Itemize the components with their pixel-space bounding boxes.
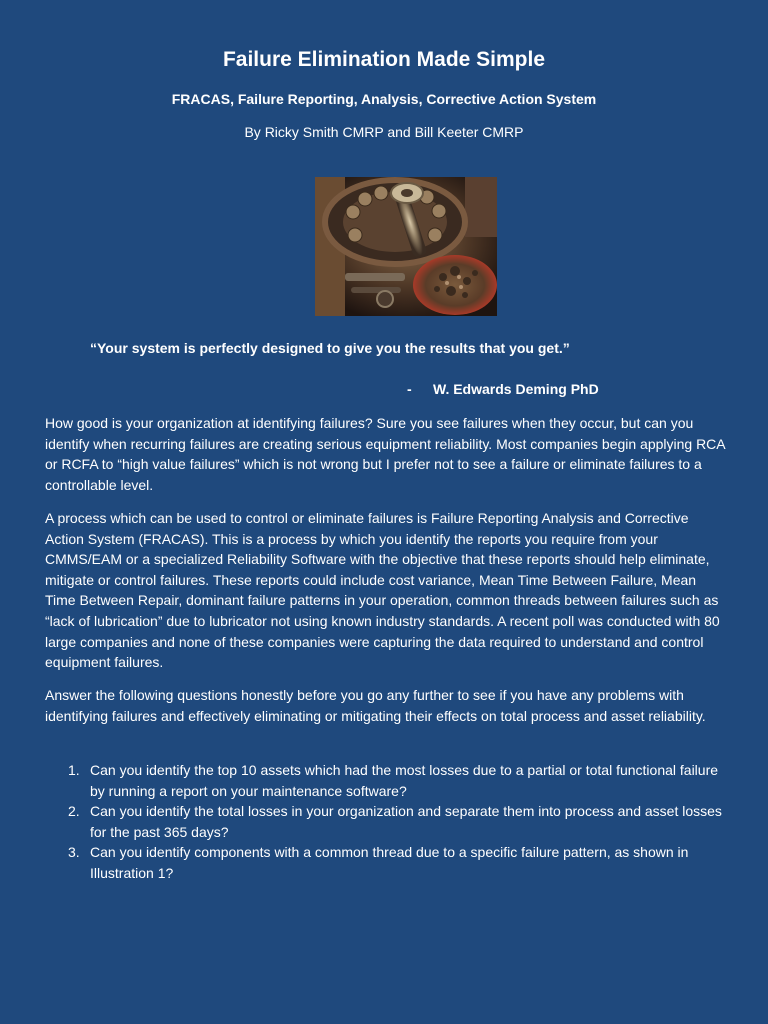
quote: “Your system is perfectly designed to give you the results that you get.”: [90, 340, 570, 356]
byline: By Ricky Smith CMRP and Bill Keeter CMRP: [244, 124, 524, 140]
attribution-dash: -: [407, 381, 412, 397]
document-title: Failure Elimination Made Simple: [222, 48, 546, 71]
list-item-number: 1.: [68, 762, 80, 778]
list-item-number: 3.: [68, 844, 80, 861]
failed-bearing-photo: [315, 177, 497, 316]
document-subtitle: FRACAS, Failure Reporting, Analysis, Corrective Action System: [171, 91, 597, 107]
paragraph-3: Answer the following questions honestly before you go any further to see if you have any problems with identifying failures and effectively eliminating or mitigating their effects on total process and asset reliability.: [45, 687, 706, 724]
list-item-text: Can you identify the top 10 assets which had the most losses due to a partial or total functional failure by running a report on your maintenance software?: [90, 762, 719, 799]
list-item: [45, 842, 730, 883]
attribution-name: W. Edwards Deming PhD: [433, 381, 599, 397]
paragraph-2: A process which can be used to control or eliminate failures is Failure Reporting Analysis and Corrective Action System (FRACAS). This is a process by which you identify the reports you require from your CMMS/EAM or a specialized Reliability Software with the objective that these reports should help eliminate, mitigate or control failures. These reports could include cost variance, Mean Time Between Failure, Mean Time Between Repair, dominant failure patterns in your operation, common threads between failures such as “lack of lubrication” due to lubricator not using known industry standards. A recent poll was conducted with 80 large companies and none of these companies were capturing the data required to understand and control equipment failures.: [45, 510, 720, 671]
list-item: [45, 801, 730, 842]
quote-attribution: [407, 380, 599, 398]
list-item-text: Can you identify the total losses in your organization and separate them into process and asset losses for the past 365 days?: [90, 803, 722, 840]
list-item-text: Can you identify components with a common thread due to a specific failure pattern, as shown in Illustration 1?: [90, 844, 689, 881]
list-item: [45, 760, 730, 801]
list-item-number: 2.: [68, 803, 80, 820]
paragraph-1: How good is your organization at identifying failures? Sure you see failures when they occur, but can you identify when recurring failures are creating serious equipment reliability. Most companies begin applying RCA or RCFA to “high value failures” which is not wrong but I prefer not to see a failure or eliminate failures to a controllable level.: [45, 415, 725, 493]
failed-bearing-photo-art: [315, 177, 497, 316]
question-list: [45, 760, 730, 884]
